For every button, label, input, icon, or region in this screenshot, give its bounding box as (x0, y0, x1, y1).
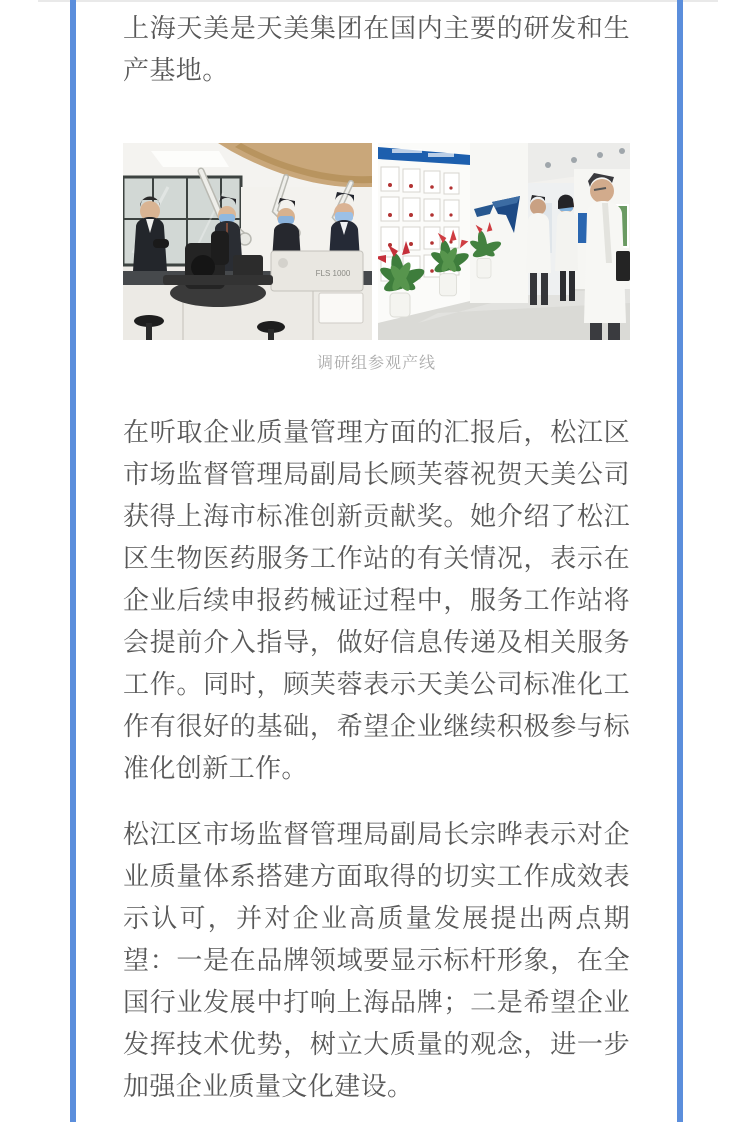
corridor-photo-illustration (378, 143, 630, 340)
right-accent-border (677, 0, 683, 1122)
article-content (123, 0, 630, 1107)
photo-caption: 调研组参观产线 (316, 355, 436, 372)
intro-paragraph: 上海天美是天美集团在国内主要的研发和生产基地。 (123, 13, 630, 85)
lab-photo-illustration (123, 143, 372, 340)
photo-row (123, 143, 630, 340)
left-accent-border (70, 0, 76, 1122)
body-paragraph-2: 松江区市场监督管理局副局长宗晔表示对企业质量体系搭建方面取得的切实工作成效表示认可，并对企业高质量发展提出两点期望：一是在品牌领域要显示标杆形象，在全国行业发展中打响上海品牌；二是希望企业发挥技术优势，树立大质量的观念，进一步加强企业质量文化建设。 (123, 819, 630, 1101)
lab-visit-photo[interactable] (123, 143, 372, 340)
honor-wall-photo[interactable] (378, 143, 630, 340)
body-paragraph-1: 在听取企业质量管理方面的汇报后，松江区市场监督管理局副局长顾芙蓉祝贺天美公司获得上海市标准创新贡献奖。她介绍了松江区生物医药服务工作站的有关情况，表示在企业后续申报药械证过程中，服务工作站将会提前介入指导，做好信息传递及相关服务工作。同时，顾芙蓉表示天美公司标准化工作有很好的基础，希望企业继续积极参与标准化创新工作。 (123, 417, 630, 783)
equipment-label: FLS 1000 (315, 269, 351, 278)
